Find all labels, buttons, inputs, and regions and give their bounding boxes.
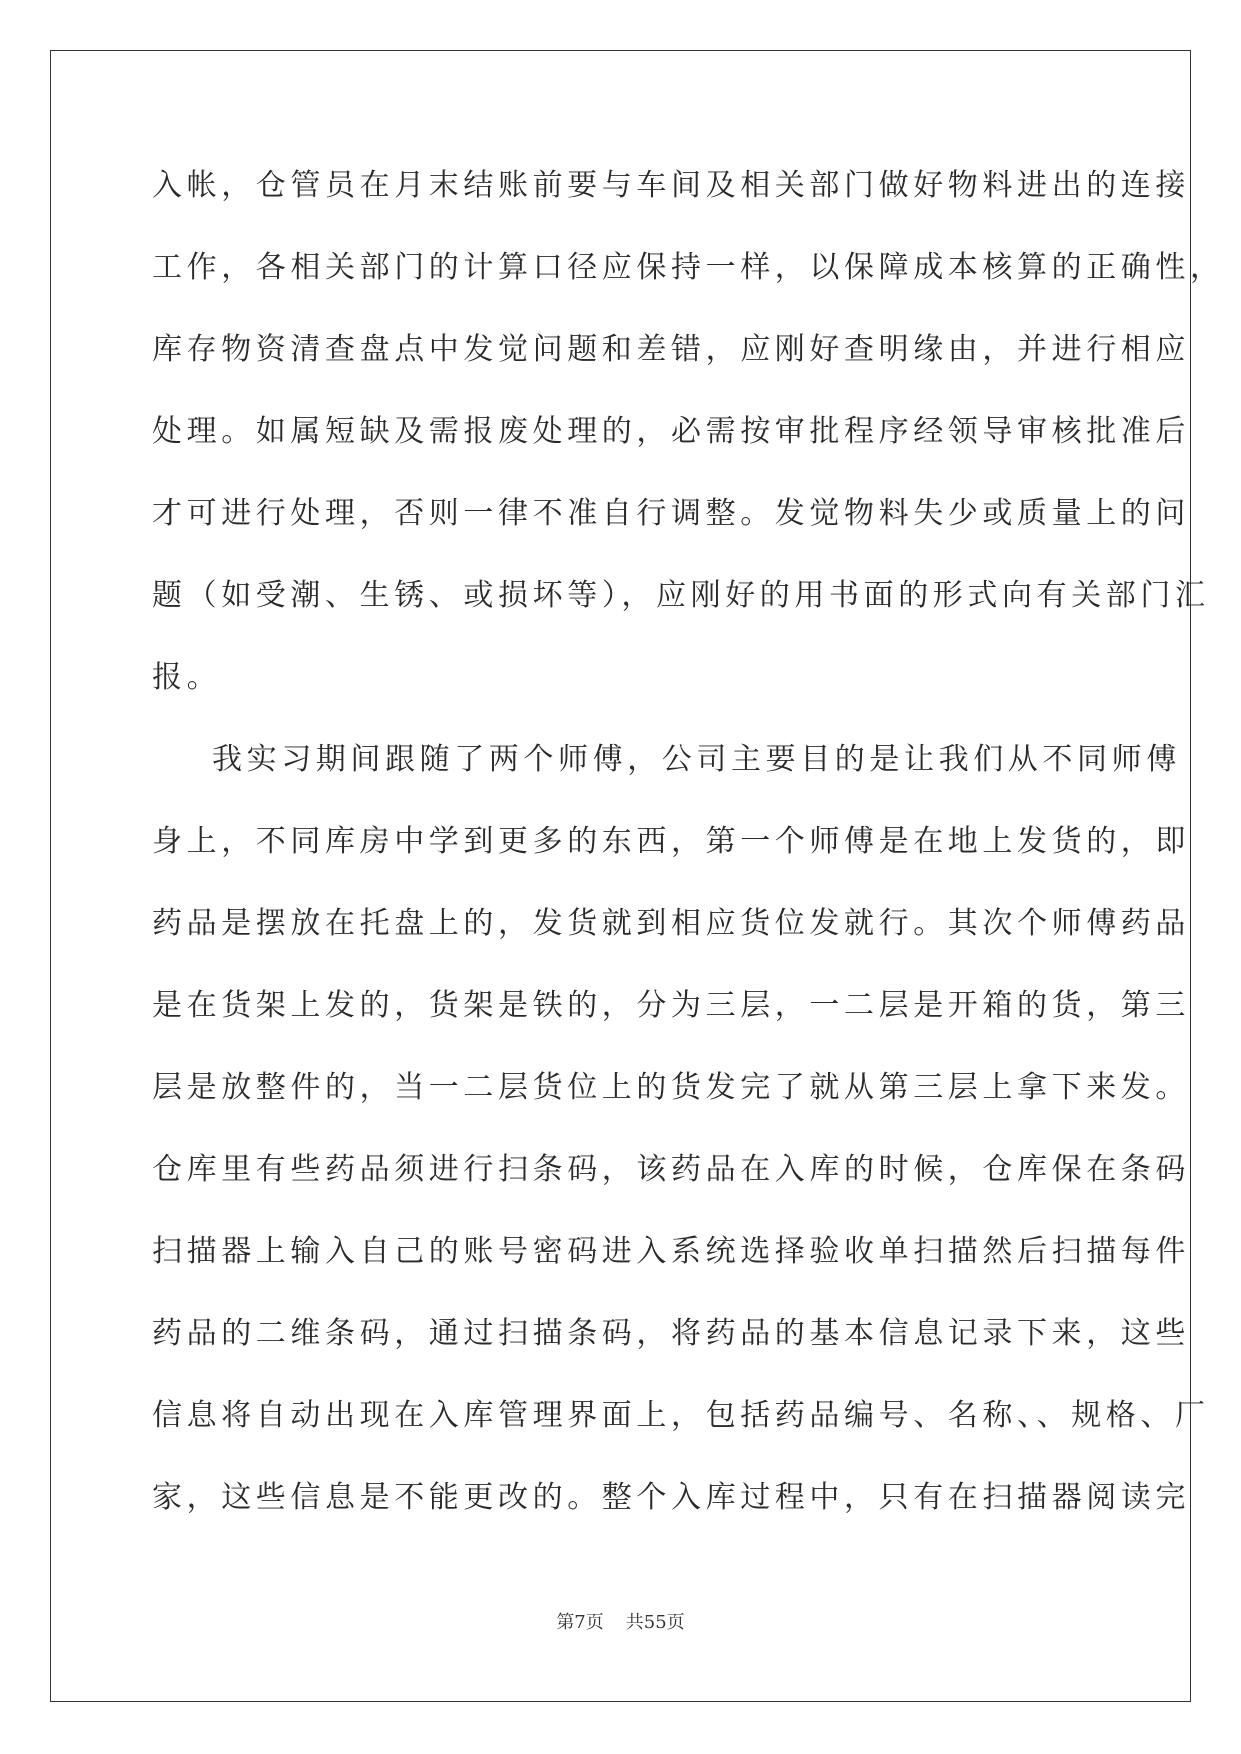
text-line: 信息将自动出现在入库管理界面上，包括药品编号、名称、、规格、厂 bbox=[152, 1398, 1210, 1433]
page-total: 共55页 bbox=[625, 1612, 685, 1633]
text-line: 药品是摆放在托盘上的，发货就到相应货位发就行。其次个师傅药品 bbox=[152, 906, 1190, 941]
text-line: 身上，不同库房中学到更多的东西，第一个师傅是在地上发货的，即 bbox=[152, 824, 1190, 859]
page-footer bbox=[0, 1608, 1241, 1634]
text-line: 库存物资清查盘点中发觉问题和差错，应刚好查明缘由，并进行相应 bbox=[152, 332, 1190, 367]
text-line: 处理。如属短缺及需报废处理的，必需按审批程序经领导审核批准后 bbox=[152, 414, 1190, 449]
text-line: 题（如受潮、生锈、或损坏等），应刚好的用书面的形式向有关部门汇 bbox=[152, 578, 1210, 613]
text-line: 层是放整件的，当一二层货位上的货发完了就从第三层上拿下来发。 bbox=[152, 1070, 1190, 1105]
text-line: 是在货架上发的，货架是铁的，分为三层，一二层是开箱的货，第三 bbox=[152, 988, 1190, 1023]
body-text bbox=[152, 160, 1225, 1554]
text-line: 工作，各相关部门的计算口径应保持一样，以保障成本核算的正确性， bbox=[152, 250, 1225, 285]
text-line: 仓库里有些药品须进行扫条码，该药品在入库的时候，仓库保在条码 bbox=[152, 1152, 1190, 1187]
text-line: 入帐，仓管员在月末结账前要与车间及相关部门做好物料进出的连接 bbox=[152, 168, 1190, 203]
text-line: 家，这些信息是不能更改的。整个入库过程中，只有在扫描器阅读完 bbox=[152, 1480, 1190, 1515]
text-line: 才可进行处理，否则一律不准自行调整。发觉物料失少或质量上的问 bbox=[152, 496, 1190, 531]
text-line: 药品的二维条码，通过扫描条码，将药品的基本信息记录下来，这些 bbox=[152, 1316, 1190, 1351]
text-line: 扫描器上输入自己的账号密码进入系统选择验收单扫描然后扫描每件 bbox=[152, 1234, 1190, 1269]
page-number: 第7页 bbox=[556, 1612, 604, 1633]
text-line: 报。 bbox=[152, 660, 222, 695]
paragraph-start-line: 我实习期间跟随了两个师傅，公司主要目的是让我们从不同师傅 bbox=[212, 742, 1181, 777]
